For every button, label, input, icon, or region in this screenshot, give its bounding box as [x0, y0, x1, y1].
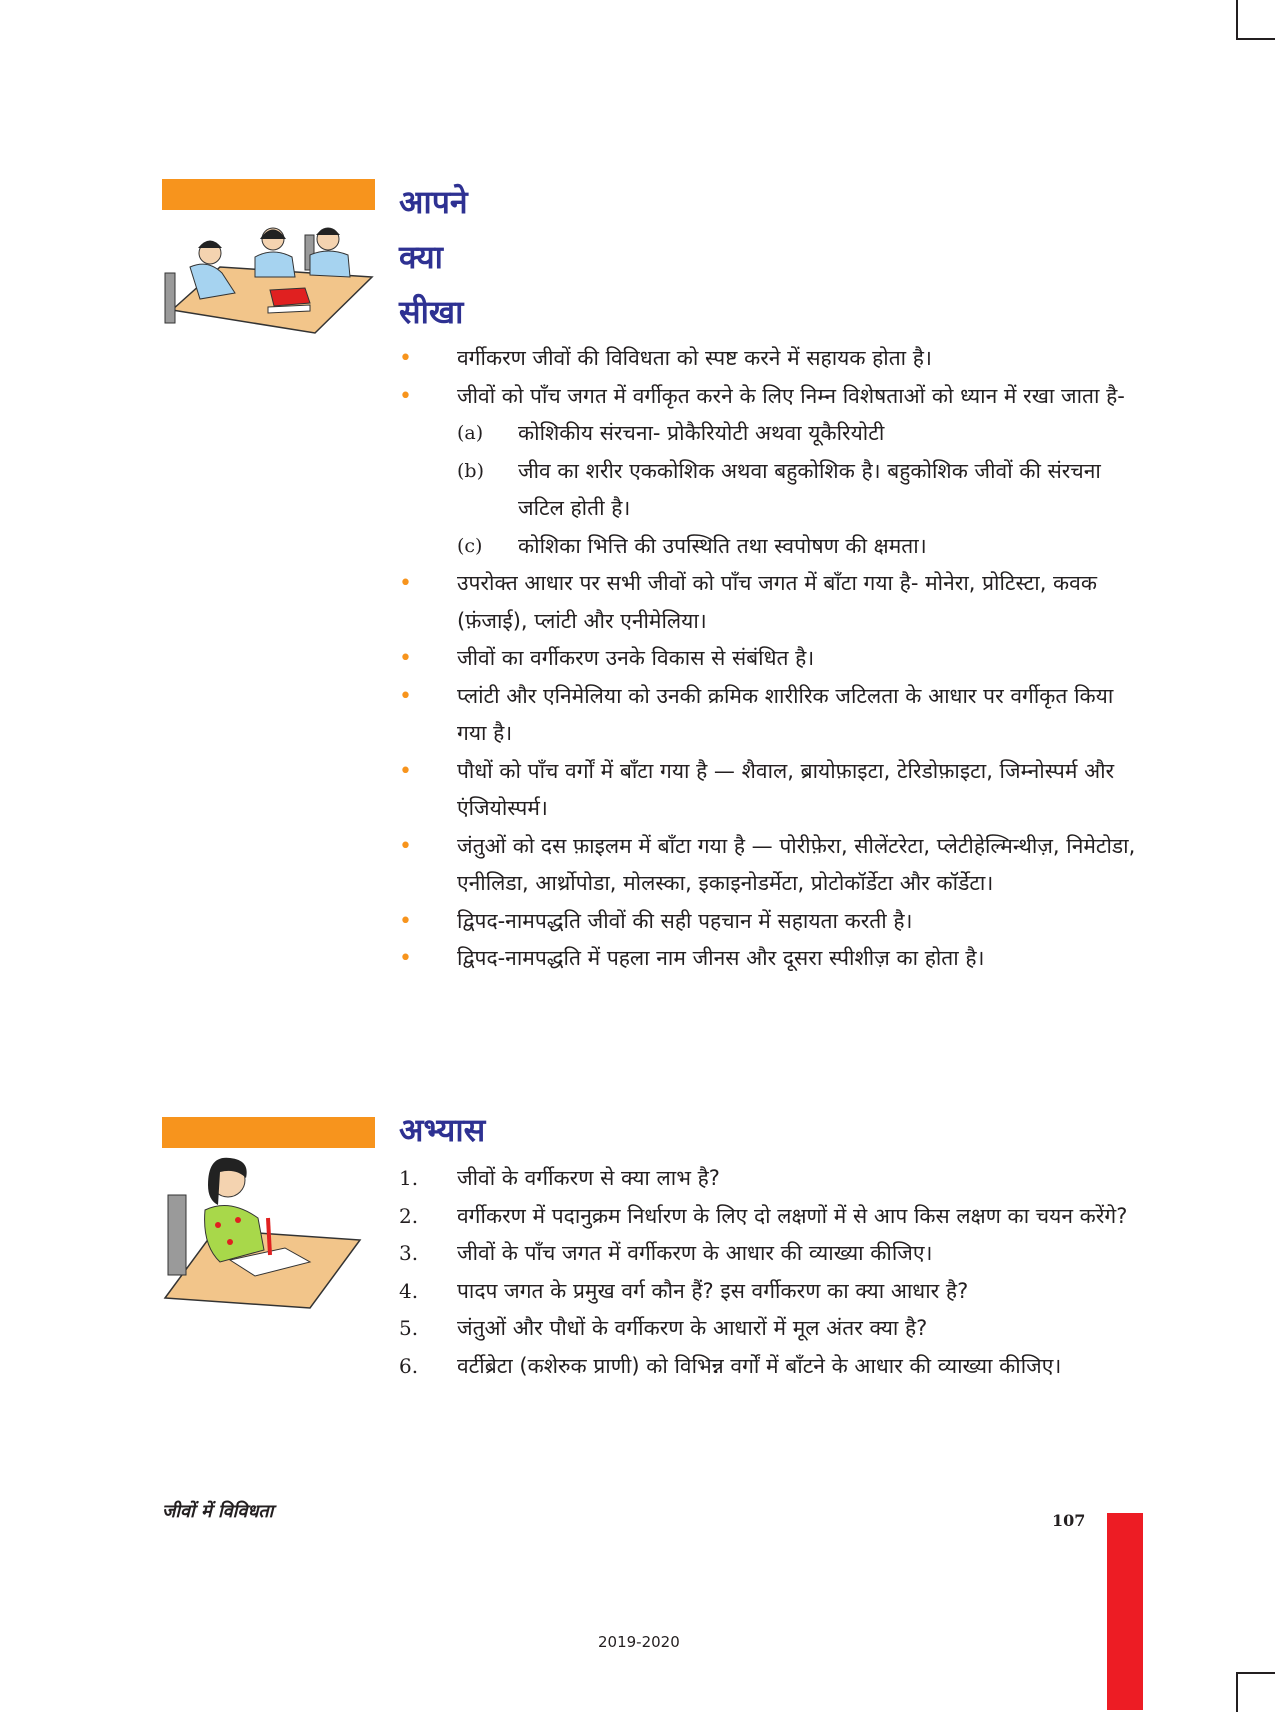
- exercise-item: 2. वर्गीकरण में पदानुक्रम निर्धारण के लिए दो लक्षणों में से आप किस लक्षण का चयन करेंगे?: [399, 1203, 1128, 1228]
- section-banner-exercises: [162, 1117, 375, 1148]
- summary-item: • वर्गीकरण जीवों की विविधता को स्पष्ट करने में सहायक होता है।: [399, 340, 1144, 378]
- summary-item: • जीवों का वर्गीकरण उनके विकास से संबंधित है।: [399, 640, 1144, 678]
- criteria-item: (a) कोशिकीय संरचना- प्रोकैरियोटी अथवा यूकैरियोटी: [457, 421, 885, 445]
- summary-list: [399, 340, 1144, 978]
- heading-line: आपने: [399, 183, 468, 221]
- exercise-item: 5. जंतुओं और पौधों के वर्गीकरण के आधारों में मूल अंतर क्या है?: [399, 1316, 928, 1340]
- heading-line: क्या: [399, 238, 443, 276]
- exercise-list: [399, 1160, 1144, 1385]
- bullet-icon: •: [399, 346, 412, 371]
- summary-item: • जंतुओं को दस फ़ाइलम में बाँटा गया है — पोरीफ़ेरा, सीलेंटरेटा, प्लेटीहेल्मिन्थीज़, निमेटोडा, एनीलिडा, आर्थ्रोपोडा, मोलस्का, इकाइनोडर्मेटा, प्रोटोकॉर्डेटा और कॉर्डेटा।: [399, 828, 1144, 903]
- chapter-title: जीवों में विविधता: [162, 1501, 274, 1522]
- criteria-list: [457, 415, 1144, 565]
- summary-item: • प्लांटी और एनिमेलिया को उनकी क्रमिक शारीरिक जटिलता के आधार पर वर्गीकृत किया गया है।: [399, 678, 1144, 753]
- bullet-icon: •: [399, 571, 412, 596]
- girl-writing-illustration: [160, 1150, 365, 1310]
- summary-item: • उपरोक्त आधार पर सभी जीवों को पाँच जगत में बाँटा गया है- मोनेरा, प्रोटिस्टा, कवक (फ़ंजाई), प्लांटी और एनीमेलिया।: [399, 565, 1144, 640]
- section-banner-learned: [162, 179, 375, 210]
- bullet-icon: •: [399, 646, 412, 671]
- heading-line: अभ्यास: [399, 1111, 486, 1149]
- edition-year: 2019-2020: [598, 1633, 680, 1651]
- crop-mark-bottom-right: [1236, 1672, 1275, 1712]
- bullet-icon: •: [399, 946, 412, 971]
- summary-item: • द्विपद-नामपद्धति में पहला नाम जीनस और दूसरा स्पीशीज़ का होता है।: [399, 940, 1144, 978]
- summary-item: • जीवों को पाँच जगत में वर्गीकृत करने के लिए निम्न विशेषताओं को ध्यान में रखा जाता है- (a) कोशिकीय संरचना- प्रोकैरियोटी अथवा यूकैरियोटी (b) जीव का शरीर एककोशिक अथवा बहुकोशिक है। बहुकोशिक जीवों की संरचना जटिल होती है। (c) कोशिका भित्ति की उपस्थिति तथा स्वपोषण की क्षमता।: [399, 378, 1144, 566]
- summary-item: • द्विपद-नामपद्धति जीवों की सही पहचान में सहायता करती है।: [399, 903, 1144, 941]
- exercise-item: 3. जीवों के पाँच जगत में वर्गीकरण के आधार की व्याख्या कीजिए।: [399, 1241, 933, 1265]
- bullet-icon: •: [399, 833, 412, 859]
- criteria-item: (b) जीव का शरीर एककोशिक अथवा बहुकोशिक है। बहुकोशिक जीवों की संरचना जटिल होती है।: [457, 458, 1101, 520]
- page-number: 107: [1052, 1511, 1086, 1530]
- section-heading-exercises: [399, 1103, 485, 1158]
- bullet-icon: •: [399, 758, 412, 784]
- bullet-icon: •: [399, 683, 412, 709]
- summary-item: • पौधों को पाँच वर्गों में बाँटा गया है — शैवाल, ब्रायोफ़ाइटा, टेरिडोफ़ाइटा, जिम्नोस्पर्म और एंजियोस्पर्म।: [399, 753, 1144, 828]
- page-edge-strip: [1107, 1513, 1143, 1710]
- exercise-item: 6. वर्टीब्रेटा (कशेरुक प्राणी) को विभिन्न वर्गों में बाँटने के आधार की व्याख्या कीजिए।: [399, 1353, 1062, 1378]
- exercise-item: 1. जीवों के वर्गीकरण से क्या लाभ है?: [399, 1166, 720, 1190]
- crop-mark-top-right: [1236, 0, 1275, 40]
- section-heading-learned: [399, 175, 468, 340]
- exercise-item: 4. पादप जगत के प्रमुख वर्ग कौन हैं? इस वर्गीकरण का क्या आधार है?: [399, 1278, 969, 1303]
- heading-line: सीखा: [399, 293, 464, 331]
- students-discussion-illustration: [160, 215, 375, 335]
- bullet-icon: •: [399, 383, 412, 409]
- criteria-item: (c) कोशिका भित्ति की उपस्थिति तथा स्वपोषण की क्षमता।: [457, 533, 927, 558]
- bullet-icon: •: [399, 908, 412, 934]
